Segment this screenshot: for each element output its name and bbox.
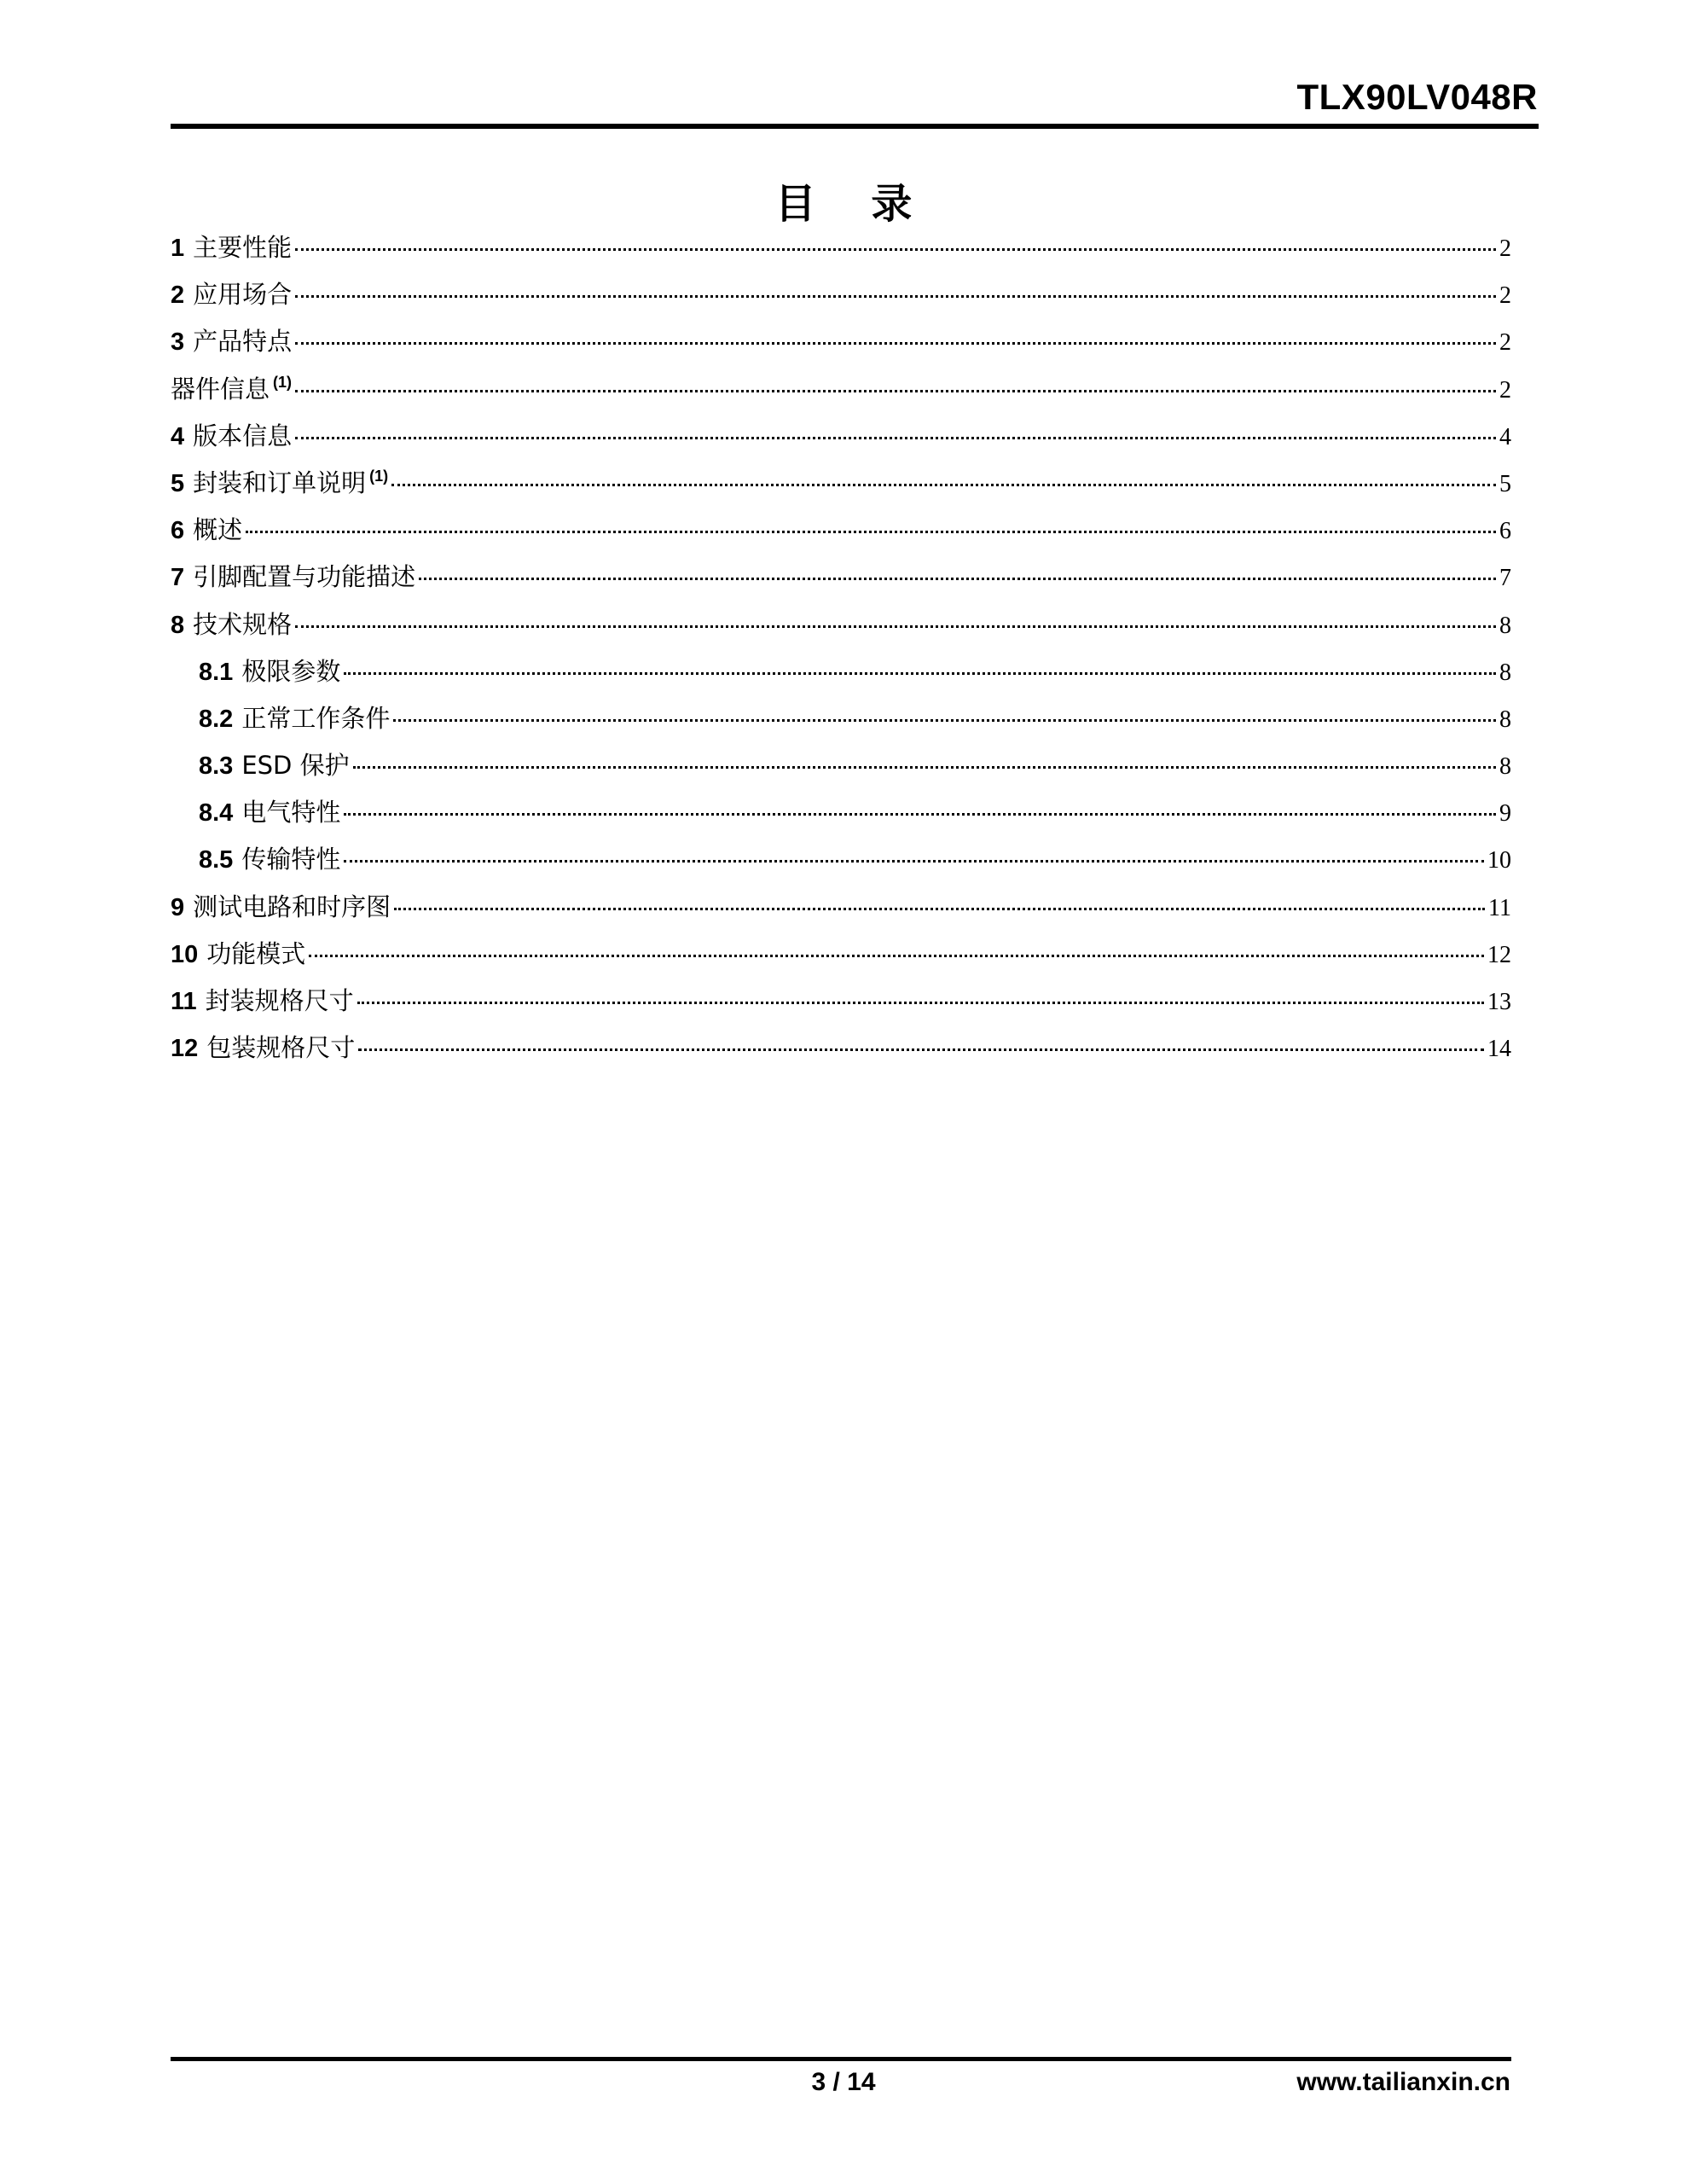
toc-dot-leader: [358, 1048, 1484, 1051]
toc-entry-title: 包装规格尺寸: [206, 1033, 356, 1063]
toc-entry-number: 12: [171, 1035, 199, 1063]
toc-entry[interactable]: [171, 840, 1511, 887]
page-number: 3 / 14: [811, 2068, 876, 2096]
toc-entry-number: 10: [171, 940, 199, 968]
toc-entry-page-number: 8: [1499, 753, 1511, 781]
toc-entry[interactable]: [171, 322, 1511, 369]
toc-entry-title: 测试电路和时序图: [193, 892, 391, 921]
table-of-contents: [171, 229, 1511, 1076]
toc-entry-title: 封装规格尺寸: [205, 986, 354, 1015]
toc-entry-number: 4: [171, 422, 185, 450]
toc-entry-page-number: 4: [1499, 423, 1511, 450]
toc-entry-footnote-marker: (1): [273, 373, 293, 391]
toc-entry[interactable]: [171, 935, 1511, 982]
toc-entry[interactable]: [171, 1029, 1511, 1076]
toc-dot-leader: [295, 437, 1496, 439]
toc-entry-number: 8.2: [199, 705, 234, 733]
footer-divider: [171, 2057, 1511, 2061]
toc-entry-page-number: 11: [1488, 894, 1511, 921]
toc-entry-number: 8.5: [199, 846, 234, 874]
toc-dot-leader: [295, 248, 1496, 251]
toc-entry-page-number: 2: [1499, 376, 1511, 404]
toc-entry-page-number: 8: [1499, 659, 1511, 686]
toc-heading: 目 录: [774, 180, 933, 228]
toc-entry-number: 3: [171, 328, 185, 357]
toc-entry-page-number: 13: [1487, 989, 1511, 1015]
toc-entry-page-number: 8: [1499, 612, 1511, 639]
toc-entry[interactable]: [171, 746, 1511, 793]
toc-entry-title: 概述: [193, 515, 243, 545]
toc-entry[interactable]: [171, 606, 1511, 653]
toc-entry-page-number: 7: [1499, 565, 1511, 592]
toc-dot-leader: [394, 908, 1485, 910]
toc-entry-page-number: 8: [1499, 706, 1511, 733]
toc-entry-page-number: 14: [1487, 1036, 1511, 1063]
toc-entry-title: 应用场合: [193, 280, 293, 310]
website-link[interactable]: www.tailianxin.cn: [1296, 2068, 1510, 2096]
toc-entry-title: 版本信息: [193, 421, 293, 450]
toc-entry-number: 8: [171, 611, 185, 639]
toc-dot-leader: [344, 813, 1496, 816]
toc-dot-leader: [246, 531, 1496, 533]
toc-entry-title: 引脚配置与功能描述: [193, 562, 416, 592]
toc-entry-page-number: 2: [1499, 282, 1511, 310]
toc-entry-number: 9: [171, 893, 185, 921]
toc-entry-page-number: 6: [1499, 518, 1511, 545]
header-divider: [171, 124, 1539, 129]
toc-entry[interactable]: [171, 370, 1511, 417]
toc-entry-number: 1: [171, 235, 185, 262]
toc-dot-leader: [357, 1002, 1484, 1004]
document-title: TLX90LV048R: [1296, 77, 1538, 117]
toc-entry-page-number: 9: [1499, 800, 1511, 828]
toc-entry-title: 电气特性: [241, 798, 341, 828]
toc-dot-leader: [344, 860, 1484, 863]
toc-entry-title: 产品特点: [193, 327, 293, 357]
toc-entry-page-number: 10: [1487, 847, 1511, 874]
toc-entry[interactable]: [171, 511, 1511, 558]
toc-entry-number: 7: [171, 564, 185, 592]
toc-entry[interactable]: [171, 464, 1511, 511]
toc-dot-leader: [344, 672, 1496, 675]
toc-entry[interactable]: [171, 229, 1511, 276]
toc-entry-number: 8.4: [199, 799, 234, 828]
toc-entry[interactable]: [171, 888, 1511, 935]
toc-entry-page-number: 12: [1487, 941, 1511, 968]
toc-entry-number: 8.1: [199, 658, 234, 686]
toc-entry[interactable]: [171, 793, 1511, 840]
toc-entry[interactable]: [171, 417, 1511, 464]
toc-entry[interactable]: [171, 982, 1511, 1029]
toc-entry-title: 主要性能: [193, 233, 293, 262]
toc-entry-number: 6: [171, 517, 185, 545]
toc-dot-leader: [309, 955, 1484, 957]
toc-dot-leader: [393, 719, 1496, 722]
toc-dot-leader: [391, 484, 1496, 486]
toc-entry[interactable]: [171, 276, 1511, 322]
toc-entry-title: 功能模式: [206, 938, 306, 968]
toc-entry-title: 极限参数: [241, 656, 341, 686]
toc-entry-title: 技术规格: [193, 609, 293, 639]
toc-entry[interactable]: [171, 558, 1511, 605]
toc-entry[interactable]: [171, 653, 1511, 700]
toc-entry[interactable]: [171, 700, 1511, 746]
toc-entry-page-number: 5: [1499, 470, 1511, 497]
toc-dot-leader: [295, 390, 1496, 392]
toc-dot-leader: [295, 342, 1496, 345]
toc-entry-title: 正常工作条件: [241, 703, 391, 733]
toc-entry-page-number: 2: [1499, 235, 1511, 262]
toc-entry-page-number: 2: [1499, 329, 1511, 357]
toc-entry-number: 8.3: [199, 752, 234, 781]
toc-entry-number: 5: [171, 469, 185, 497]
toc-entry-title: 封装和订单说明: [193, 468, 367, 497]
toc-entry-number: 11: [171, 988, 197, 1015]
toc-entry-number: 2: [171, 282, 185, 310]
toc-dot-leader: [295, 295, 1496, 298]
toc-dot-leader: [353, 766, 1496, 769]
toc-entry-footnote-marker: (1): [369, 467, 389, 485]
toc-entry-title: 器件信息: [171, 374, 270, 404]
toc-dot-leader: [419, 578, 1496, 580]
toc-dot-leader: [295, 625, 1496, 628]
toc-entry-title: ESD 保护: [241, 751, 350, 781]
toc-entry-title: 传输特性: [241, 845, 341, 874]
